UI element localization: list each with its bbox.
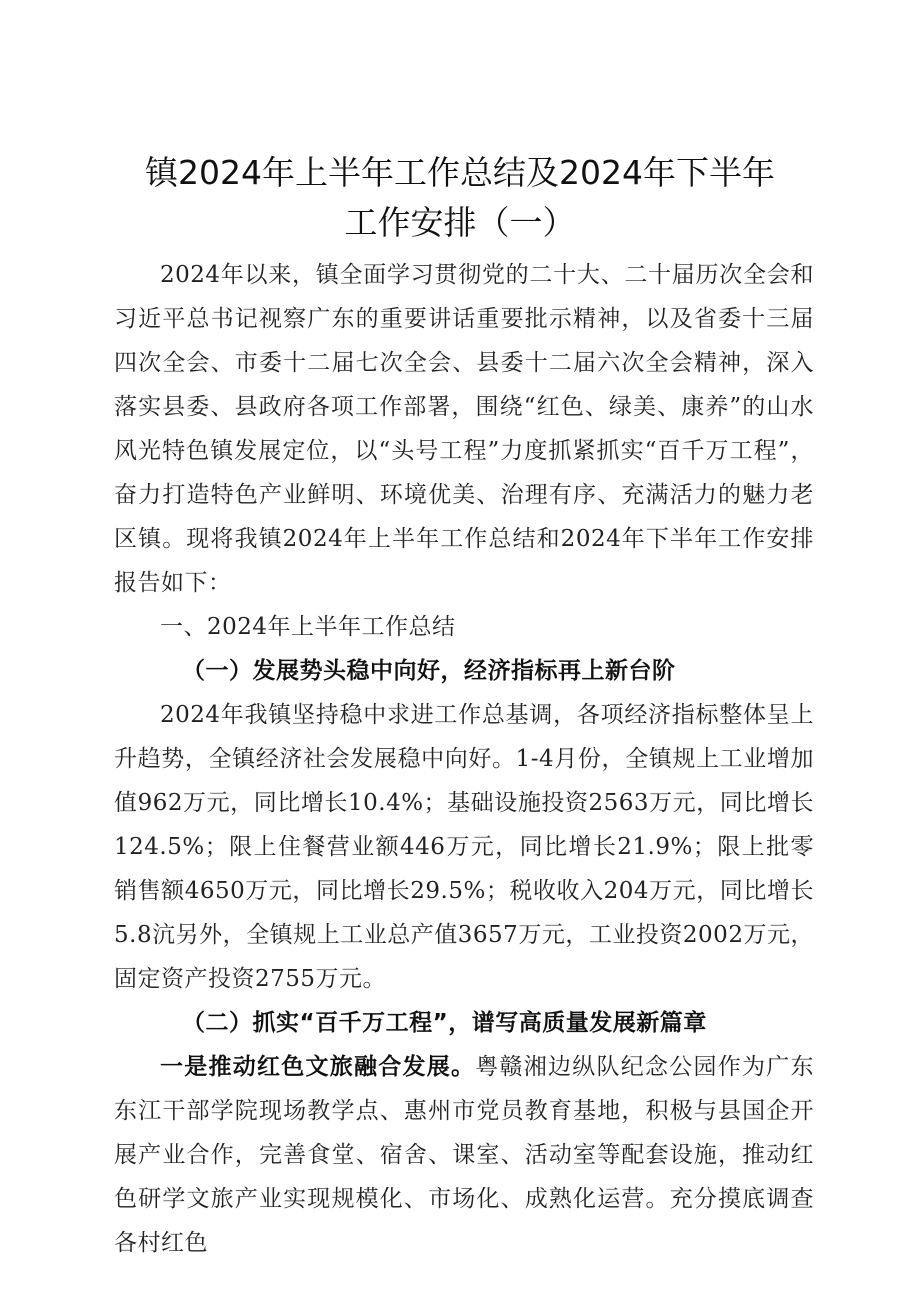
title-line-2: 工作安排（一）	[344, 203, 576, 242]
document-title	[110, 148, 810, 248]
red-tourism-lead: 一是推动红色文旅融合发展。	[160, 1054, 476, 1080]
intro-paragraph: 2024年以来，镇全面学习贯彻党的二十大、二十届历次全会和习近平总书记视察广东的重要讲话重要批示精神，以及省委十三届四次全会、市委十二届七次全会、县委十二届六次全会精神，深入落实县委、县政府各项工作部署，围绕“红色、绿美、康养”的山水风光特色镇发展定位，以“头号工程”力度抓紧抓实“百千万工程”，奋力打造特色产业鲜明、环境优美、治理有序、充满活力的魅力老区镇。现将我镇2024年上半年工作总结和2024年下半年工作安排报告如下：	[114, 262, 814, 596]
title-line-1: 镇2024年上半年工作总结及2024年下半年	[145, 153, 775, 192]
subsection-one-heading: （一）发展势头稳中向好，经济指标再上新台阶	[182, 658, 676, 684]
section-one-heading: 一、2024年上半年工作总结	[160, 614, 456, 640]
red-tourism-text: 粤赣湘边纵队纪念公园作为广东东江干部学院现场教学点、惠州市党员教育基地，积极与县国企开展产业合作，完善食堂、宿舍、课室、活动室等配套设施，推动红色研学文旅产业实现规模化、市场化、成熟化运营。充分摸底调查各村红色	[114, 1054, 814, 1256]
subsection-two-heading: （二）抓实“百千万工程”，谱写高质量发展新篇章	[182, 1010, 707, 1036]
document-body	[114, 253, 814, 1265]
red-tourism-paragraph	[114, 1045, 814, 1265]
economy-paragraph: 2024年我镇坚持稳中求进工作总基调，各项经济指标整体呈上升趋势，全镇经济社会发展稳中向好。1-4月份，全镇规上工业增加值962万元，同比增长10.4%；基础设施投资2563万元，同比增长124.5%；限上住餐营业额446万元，同比增长21.9%；限上批零销售额4650万元，同比增长29.5%；税收收入204万元，同比增长5.8沆另外，全镇规上工业总产值3657万元，工业投资2002万元，固定资产投资2755万元。	[114, 702, 814, 992]
